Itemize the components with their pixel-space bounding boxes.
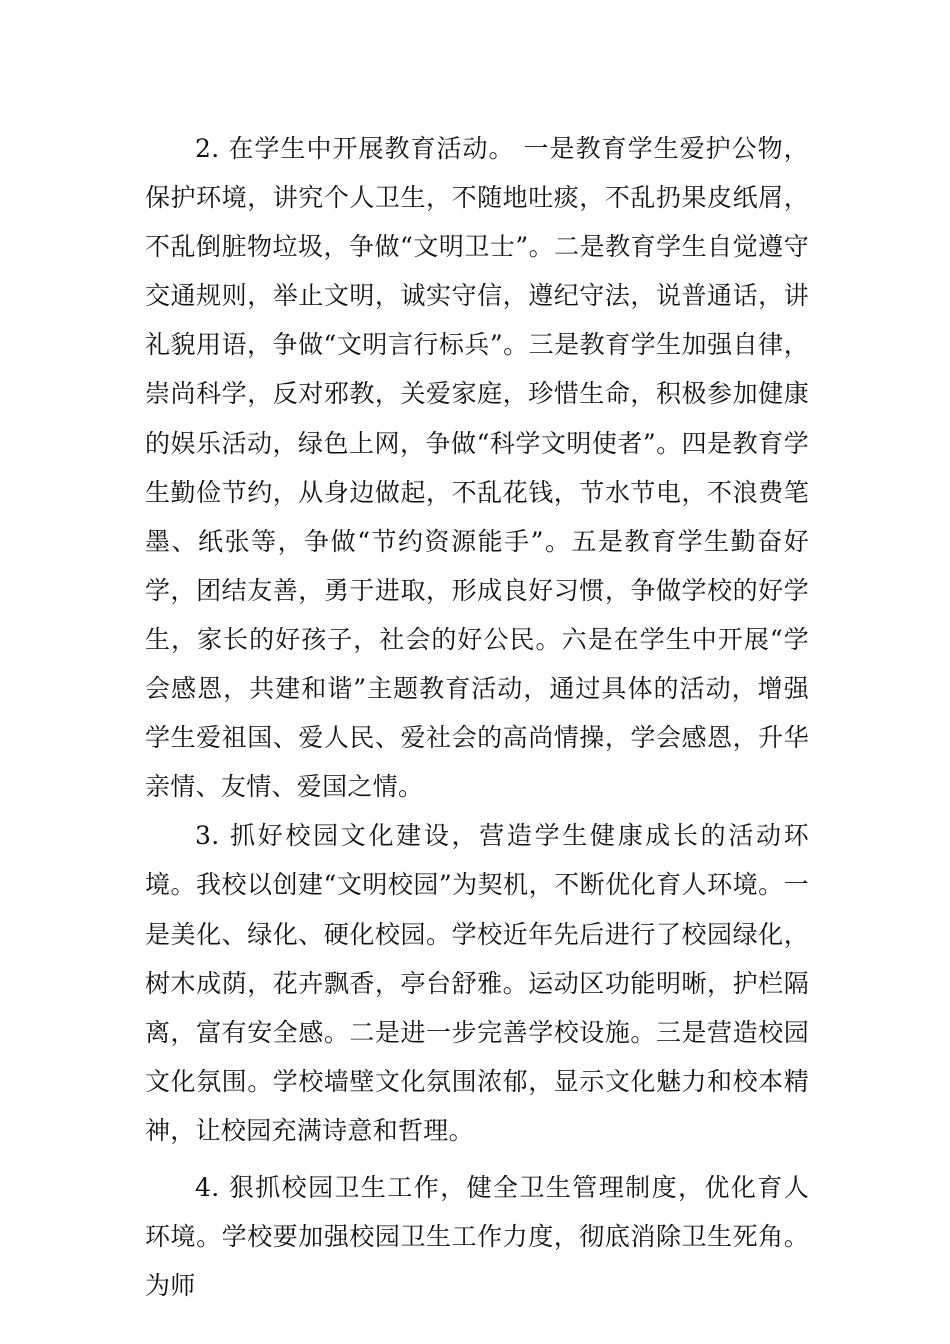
paragraph-campus-hygiene: 4. 狠抓校园卫生工作，健全卫生管理制度，优化育人环境。学校要加强校园卫生工作力度，彻底消除卫生死角。为师 bbox=[145, 1172, 809, 1301]
paragraph-education-activities: 2. 在学生中开展教育活动。 一是教育学生爱护公物，保护环境，讲究个人卫生，不随地吐痰，不乱扔果皮纸屑，不乱倒脏物垃圾，争做“文明卫士”。二是教育学生自觉遵守交通规则，举止文明，诚实守信，遵纪守法，说普通话，讲礼貌用语，争做“文明言行标兵”。三是教育学生加强自律，崇尚科学，反对邪教，关爱家庭，珍惜生命，积极参加健康的娱乐活动，绿色上网，争做“科学文明使者”。四是教育学生勤俭节约，从身边做起，不乱花钱，节水节电，不浪费笔墨、纸张等，争做“节约资源能手”。五是教育学生勤奋好学，团结友善，勇于进取，形成良好习惯，争做学校的好学生，家长的好孩子，社会的好公民。六是在学生中开展“学会感恩，共建和谐”主题教育活动，通过具体的活动，增强学生爱祖国、爱人民、爱社会的高尚情操，学会感恩，升华亲情、友情、爱国之情。 bbox=[145, 134, 809, 802]
paragraph-campus-culture: 3. 抓好校园文化建设，营造学生健康成长的活动环境。我校以创建“文明校园”为契机，不断优化育人环境。一是美化、绿化、硬化校园。学校近年先后进行了校园绿化，树木成荫，花卉飘香，亭台舒雅。运动区功能明晰，护栏隔离，富有安全感。二是进一步完善学校设施。三是营造校园文化氛围。学校墙壁文化氛围浓郁，显示文化魅力和校本精神，让校园充满诗意和哲理。 bbox=[145, 821, 809, 1145]
document-body bbox=[145, 124, 809, 1310]
